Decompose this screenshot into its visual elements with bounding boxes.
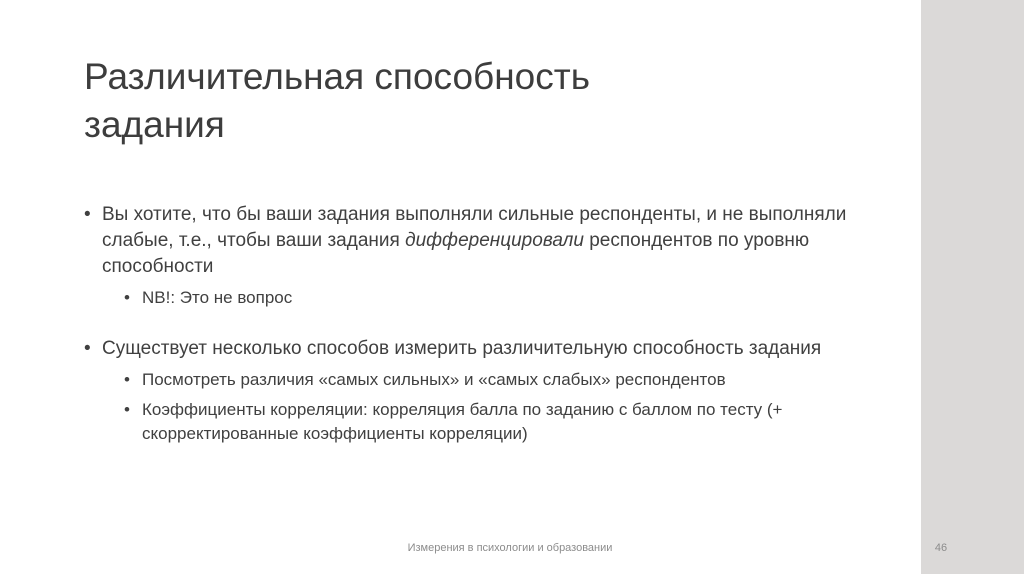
page-number: 46 — [934, 542, 948, 554]
bullet-item — [84, 336, 884, 362]
bullet-emphasis: дифференцировали — [405, 230, 584, 251]
sub-bullet-dot: • — [124, 370, 130, 389]
sub-bullet-text: Посмотреть различия «самых сильных» и «самых слабых» респондентов — [142, 370, 726, 389]
sub-bullet-item — [84, 368, 884, 392]
sub-bullet-dot: • — [124, 288, 130, 307]
slide-title — [84, 53, 864, 149]
bullet-dot: • — [84, 204, 91, 225]
sub-bullet-item — [84, 286, 884, 310]
bullet-text: Вы хотите, что бы ваши задания выполняли сильные респонденты, и не выполняли слабые, т.е., чтобы ваши задания — [102, 204, 847, 251]
sub-bullet-text: NB!: Это не вопрос — [142, 288, 293, 307]
bullet-text-end: респондентов по уровню способности — [102, 230, 810, 277]
sub-bullet-item — [84, 398, 884, 446]
title-line-1: Различительная способность — [84, 56, 590, 97]
bullet-list — [84, 202, 884, 446]
sub-bullet-text: Коэффициенты корреляции: корреляция балла по заданию с баллом по тесту (+ скорректированные коэффициенты корреляции) — [142, 400, 783, 443]
bullet-item — [84, 202, 884, 280]
sub-bullet-dot: • — [124, 400, 130, 419]
bullet-dot: • — [84, 338, 91, 359]
side-panel — [921, 0, 1024, 574]
title-line-2: задания — [84, 104, 225, 145]
bullet-text: Существует несколько способов измерить различительную способность задания — [102, 338, 822, 359]
footer-text: Измерения в психологии и образовании — [407, 542, 613, 554]
